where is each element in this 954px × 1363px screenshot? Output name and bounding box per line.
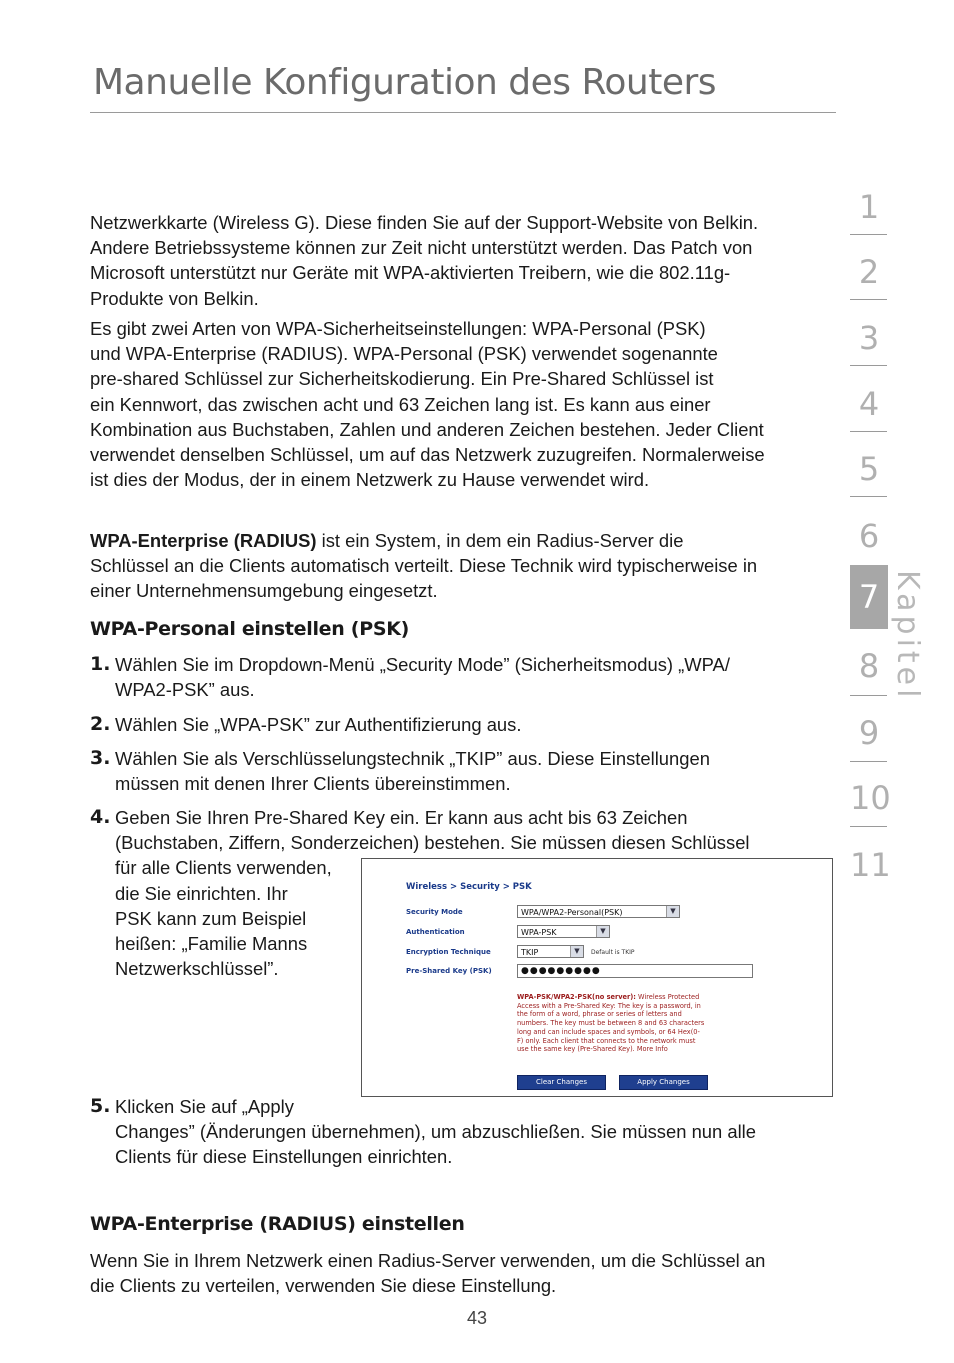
text-line: Wählen Sie als Verschlüsselungstechnik „TKIP” aus. Diese Einstellungen — [115, 748, 710, 769]
chapter-7-active[interactable]: 7 — [850, 565, 888, 629]
help-line: long and can include spaces and symbols, or 64 Hex(0- — [517, 1027, 700, 1036]
help-line: Wireless Protected — [635, 993, 700, 1001]
encryption-select[interactable] — [517, 945, 584, 958]
text-line: (Buchstaben, Ziffern, Sonderzeichen) bestehen. Sie müssen diesen Schlüssel — [115, 832, 750, 854]
text-line: und WPA-Enterprise (RADIUS). WPA-Personal (PSK) verwendet sogenannte — [90, 343, 718, 365]
encryption-label: Encryption Technique — [406, 948, 491, 956]
chapter-label: Kapitel — [890, 570, 925, 702]
chevron-down-icon: ▼ — [596, 926, 609, 937]
breadcrumb: Wireless > Security > PSK — [406, 882, 532, 892]
text-line: Wenn Sie in Ihrem Netzwerk einen Radius-Server verwenden, um die Schlüssel an — [90, 1250, 766, 1271]
step-number: 4. — [90, 806, 111, 828]
security-mode-select[interactable] — [517, 905, 680, 918]
section-heading-radius: WPA-Enterprise (RADIUS) einstellen — [90, 1213, 465, 1235]
text-line: pre-shared Schlüssel zur Sicherheitskodierung. Ein Pre-Shared Schlüssel ist — [90, 368, 714, 390]
psk-input[interactable]: ●●●●●●●●● — [517, 964, 753, 978]
chapter-divider — [850, 299, 887, 300]
select-value: WPA-PSK — [521, 928, 557, 937]
text-line: Es gibt zwei Arten von WPA-Sicherheitseinstellungen: WPA-Personal (PSK) — [90, 318, 706, 339]
text-line: Geben Sie Ihren Pre-Shared Key ein. Er kann aus acht bis 63 Zeichen — [115, 807, 688, 828]
text-line: Kombination aus Buchstaben, Zahlen und anderen Zeichen bestehen. Jeder Client — [90, 418, 764, 440]
text-line: für alle Clients verwenden, — [115, 857, 332, 879]
chapter-divider — [850, 496, 887, 497]
help-title: WPA-PSK/WPA2-PSK(no server): — [517, 993, 636, 1001]
step-number: 1. — [90, 653, 111, 675]
help-line: the form of a word, phrase or series of letters and — [517, 1010, 682, 1019]
chapter-divider — [850, 234, 887, 235]
psk-label: Pre-Shared Key (PSK) — [406, 967, 492, 975]
text-line: Changes” (Änderungen übernehmen), um abzuschließen. Sie müssen nun alle — [115, 1121, 756, 1143]
chapter-11[interactable]: 11 — [850, 846, 891, 884]
page-number: 43 — [466, 1308, 488, 1328]
text-line: Netzwerkschlüssel”. — [115, 958, 279, 980]
step-text — [115, 712, 521, 737]
text-line: die Sie einrichten. Ihr — [115, 882, 288, 904]
text-line: Klicken Sie auf „Apply — [115, 1096, 294, 1117]
text-line: ist dies der Modus, der in einem Netzwerk zu Hause verwendet wird. — [90, 469, 650, 491]
chapter-divider — [850, 761, 887, 762]
step-number: 3. — [90, 747, 111, 769]
text-line: Produkte von Belkin. — [90, 287, 259, 309]
help-line: use the same key (Pre-Shared Key). More Info — [517, 1045, 668, 1054]
section-heading-psk: WPA-Personal einstellen (PSK) — [90, 618, 410, 640]
chapter-4[interactable]: 4 — [858, 385, 880, 423]
text-line: Andere Betriebssysteme können zur Zeit nicht unterstützt werden. Das Patch von — [90, 237, 753, 259]
text-line: verwendet denselben Schlüssel, um auf das Netzwerk zuzugreifen. Normalerweise — [90, 444, 765, 466]
text-line: PSK kann zum Beispiel — [115, 907, 307, 929]
chapter-9[interactable]: 9 — [858, 714, 880, 752]
encryption-default-note: Default is TKIP — [591, 949, 635, 956]
text-span: ist ein System, in dem ein Radius-Server die — [316, 530, 684, 551]
text-line — [90, 528, 842, 553]
wpa-types-paragraph — [90, 316, 842, 492]
apply-changes-button[interactable]: Apply Changes — [619, 1075, 708, 1090]
chapter-5[interactable]: 5 — [858, 450, 880, 488]
step-text — [115, 1094, 756, 1170]
intro-paragraph — [90, 210, 842, 311]
authentication-select[interactable] — [517, 925, 610, 938]
psk-help-text — [517, 993, 757, 1054]
text-line: die Clients zu verteilen, verwenden Sie diese Einstellung. — [90, 1275, 557, 1297]
page-title: Manuelle Konfiguration des Routers — [93, 62, 717, 103]
chapter-6[interactable]: 6 — [858, 517, 880, 555]
help-line: Access with a Pre-Shared Key: The key is a password, in — [517, 1001, 701, 1010]
step-text — [115, 652, 730, 702]
chapter-10[interactable]: 10 — [850, 779, 891, 817]
clear-changes-button[interactable]: Clear Changes — [517, 1075, 606, 1090]
text-line: Clients für diese Einstellungen einrichten. — [115, 1146, 453, 1168]
bold-term: WPA-Enterprise (RADIUS) — [90, 530, 317, 551]
chapter-divider — [850, 431, 887, 432]
chevron-down-icon: ▼ — [666, 906, 679, 917]
text-line: Netzwerkkarte (Wireless G). Diese finden Sie auf der Support-Website von Belkin. — [90, 212, 759, 233]
security-mode-label: Security Mode — [406, 908, 463, 916]
chapter-divider — [850, 695, 887, 696]
text-line: Microsoft unterstützt nur Geräte mit WPA-aktivierten Treibern, wie die 802.11g- — [90, 262, 731, 284]
chapter-8[interactable]: 8 — [858, 647, 880, 685]
help-line: F) only. Each client that connects to the network must — [517, 1036, 696, 1045]
radius-paragraph — [90, 1248, 842, 1298]
chevron-down-icon: ▼ — [570, 946, 583, 957]
chapter-divider — [850, 365, 887, 366]
text-line: ein Kennwort, das zwischen acht und 63 Zeichen lang ist. Es kann aus einer — [90, 393, 711, 415]
text-line: Schlüssel an die Clients automatisch verteilt. Diese Technik wird typischerweise in — [90, 555, 758, 577]
help-line: numbers. The key must be between 8 and 63 characters — [517, 1019, 705, 1028]
text-line: Wählen Sie im Dropdown-Menü „Security Mode” (Sicherheitsmodus) „WPA/ — [115, 654, 730, 675]
text-line: einer Unternehmensumgebung eingesetzt. — [90, 580, 438, 602]
text-line: müssen mit denen Ihrer Clients übereinstimmen. — [115, 773, 511, 795]
chapter-2[interactable]: 2 — [858, 253, 880, 291]
text-line: heißen: „Familie Manns — [115, 933, 308, 955]
enterprise-paragraph — [90, 528, 842, 604]
title-divider — [90, 112, 836, 113]
text-line: Wählen Sie „WPA-PSK” zur Authentifizierung aus. — [115, 714, 522, 735]
step-number: 5. — [90, 1095, 111, 1117]
chapter-divider — [850, 826, 887, 827]
chapter-3[interactable]: 3 — [858, 319, 880, 357]
chapter-1[interactable]: 1 — [858, 188, 880, 226]
step-number: 2. — [90, 713, 111, 735]
select-value: TKIP — [521, 948, 539, 957]
text-line: WPA2-PSK” aus. — [115, 679, 255, 701]
router-screenshot — [361, 858, 833, 1097]
select-value: WPA/WPA2-Personal(PSK) — [521, 908, 623, 917]
step-text — [115, 746, 710, 796]
authentication-label: Authentication — [406, 928, 465, 936]
